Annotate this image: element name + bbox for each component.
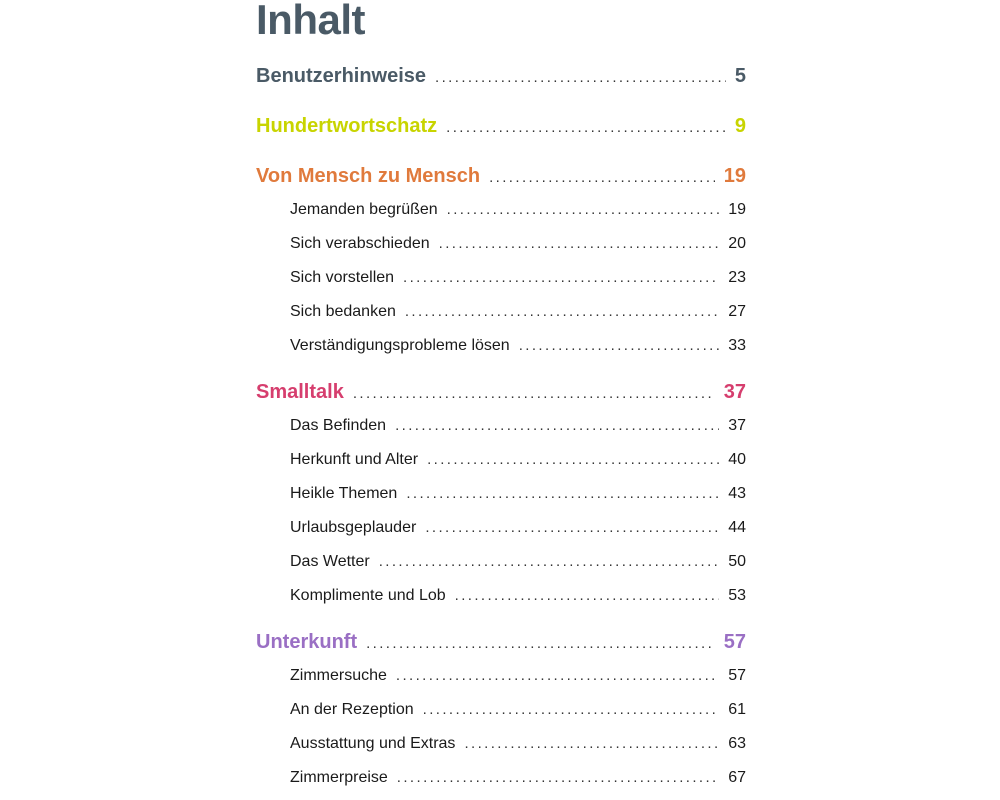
section-page-number: 43 <box>728 485 746 502</box>
dot-leader <box>403 261 719 295</box>
dot-leader <box>425 511 719 545</box>
chapter-label: Hundertwortschatz <box>256 115 438 137</box>
toc-section[interactable] <box>256 409 746 443</box>
toc-section[interactable] <box>256 227 746 261</box>
dot-leader <box>435 61 726 95</box>
section-page-number: 23 <box>728 269 746 286</box>
toc-chapter-unterkunft[interactable] <box>256 625 746 659</box>
toc-section[interactable] <box>256 545 746 579</box>
chapter-label: Benutzerhinweise <box>256 65 427 87</box>
section-page-number: 67 <box>728 769 746 786</box>
toc-section[interactable] <box>256 477 746 511</box>
chapter-page-number: 5 <box>734 65 746 87</box>
section-page-number: 37 <box>728 417 746 434</box>
chapter-page-number: 57 <box>723 631 746 653</box>
toc-chapter-benutzerhinweise[interactable] <box>256 59 746 93</box>
toc-chapter-von-mensch-zu-mensch[interactable] <box>256 159 746 193</box>
dot-leader <box>395 409 719 443</box>
toc-section[interactable] <box>256 761 746 795</box>
toc-section[interactable] <box>256 727 746 761</box>
section-label: Komplimente und Lob <box>290 587 446 604</box>
toc-section[interactable] <box>256 579 746 613</box>
section-label: Sich bedanken <box>290 303 396 320</box>
dot-leader <box>519 329 720 363</box>
toc-section[interactable] <box>256 193 746 227</box>
toc-section[interactable] <box>256 295 746 329</box>
section-page-number: 27 <box>728 303 746 320</box>
dot-leader <box>396 659 719 693</box>
section-page-number: 19 <box>728 201 746 218</box>
toc-list <box>256 59 746 795</box>
toc-chapter-smalltalk[interactable] <box>256 375 746 409</box>
table-of-contents-page <box>256 0 746 795</box>
dot-leader <box>446 111 726 145</box>
section-label: Das Befinden <box>290 417 387 434</box>
toc-section[interactable] <box>256 693 746 727</box>
page-title: Inhalt <box>256 0 365 43</box>
dot-leader <box>423 693 720 727</box>
chapter-label: Unterkunft <box>256 631 358 653</box>
section-label: Zimmersuche <box>290 667 387 684</box>
dot-leader <box>366 627 715 661</box>
section-label: Herkunft und Alter <box>290 451 419 468</box>
dot-leader <box>397 761 719 795</box>
section-label: Sich verabschieden <box>290 235 430 252</box>
toc-chapter-hundertwortschatz[interactable] <box>256 109 746 143</box>
dot-leader <box>455 579 720 613</box>
section-page-number: 57 <box>728 667 746 684</box>
dot-leader <box>464 727 719 761</box>
section-page-number: 53 <box>728 587 746 604</box>
dot-leader <box>379 545 719 579</box>
toc-section[interactable] <box>256 659 746 693</box>
section-label: Ausstattung und Extras <box>290 735 456 752</box>
section-label: Zimmerpreise <box>290 769 388 786</box>
chapter-label: Von Mensch zu Mensch <box>256 165 481 187</box>
dot-leader <box>447 193 720 227</box>
section-page-number: 61 <box>728 701 746 718</box>
dot-leader <box>439 227 720 261</box>
section-page-number: 44 <box>728 519 746 536</box>
section-label: Urlaubsgeplauder <box>290 519 417 536</box>
section-page-number: 63 <box>728 735 746 752</box>
chapter-page-number: 9 <box>734 115 746 137</box>
section-page-number: 50 <box>728 553 746 570</box>
dot-leader <box>489 161 715 195</box>
section-label: An der Rezeption <box>290 701 414 718</box>
dot-leader <box>427 443 719 477</box>
chapter-label: Smalltalk <box>256 381 344 403</box>
section-label: Sich vorstellen <box>290 269 395 286</box>
section-label: Heikle Themen <box>290 485 398 502</box>
section-page-number: 40 <box>728 451 746 468</box>
dot-leader <box>406 477 719 511</box>
dot-leader <box>405 295 719 329</box>
section-label: Das Wetter <box>290 553 370 570</box>
chapter-page-number: 37 <box>723 381 746 403</box>
toc-section[interactable] <box>256 443 746 477</box>
section-label: Jemanden begrüßen <box>290 201 438 218</box>
toc-section[interactable] <box>256 511 746 545</box>
section-page-number: 20 <box>728 235 746 252</box>
toc-section[interactable] <box>256 261 746 295</box>
chapter-page-number: 19 <box>723 165 746 187</box>
section-label: Verständigungsprobleme lösen <box>290 337 510 354</box>
section-page-number: 33 <box>728 337 746 354</box>
toc-section[interactable] <box>256 329 746 363</box>
dot-leader <box>353 377 715 411</box>
